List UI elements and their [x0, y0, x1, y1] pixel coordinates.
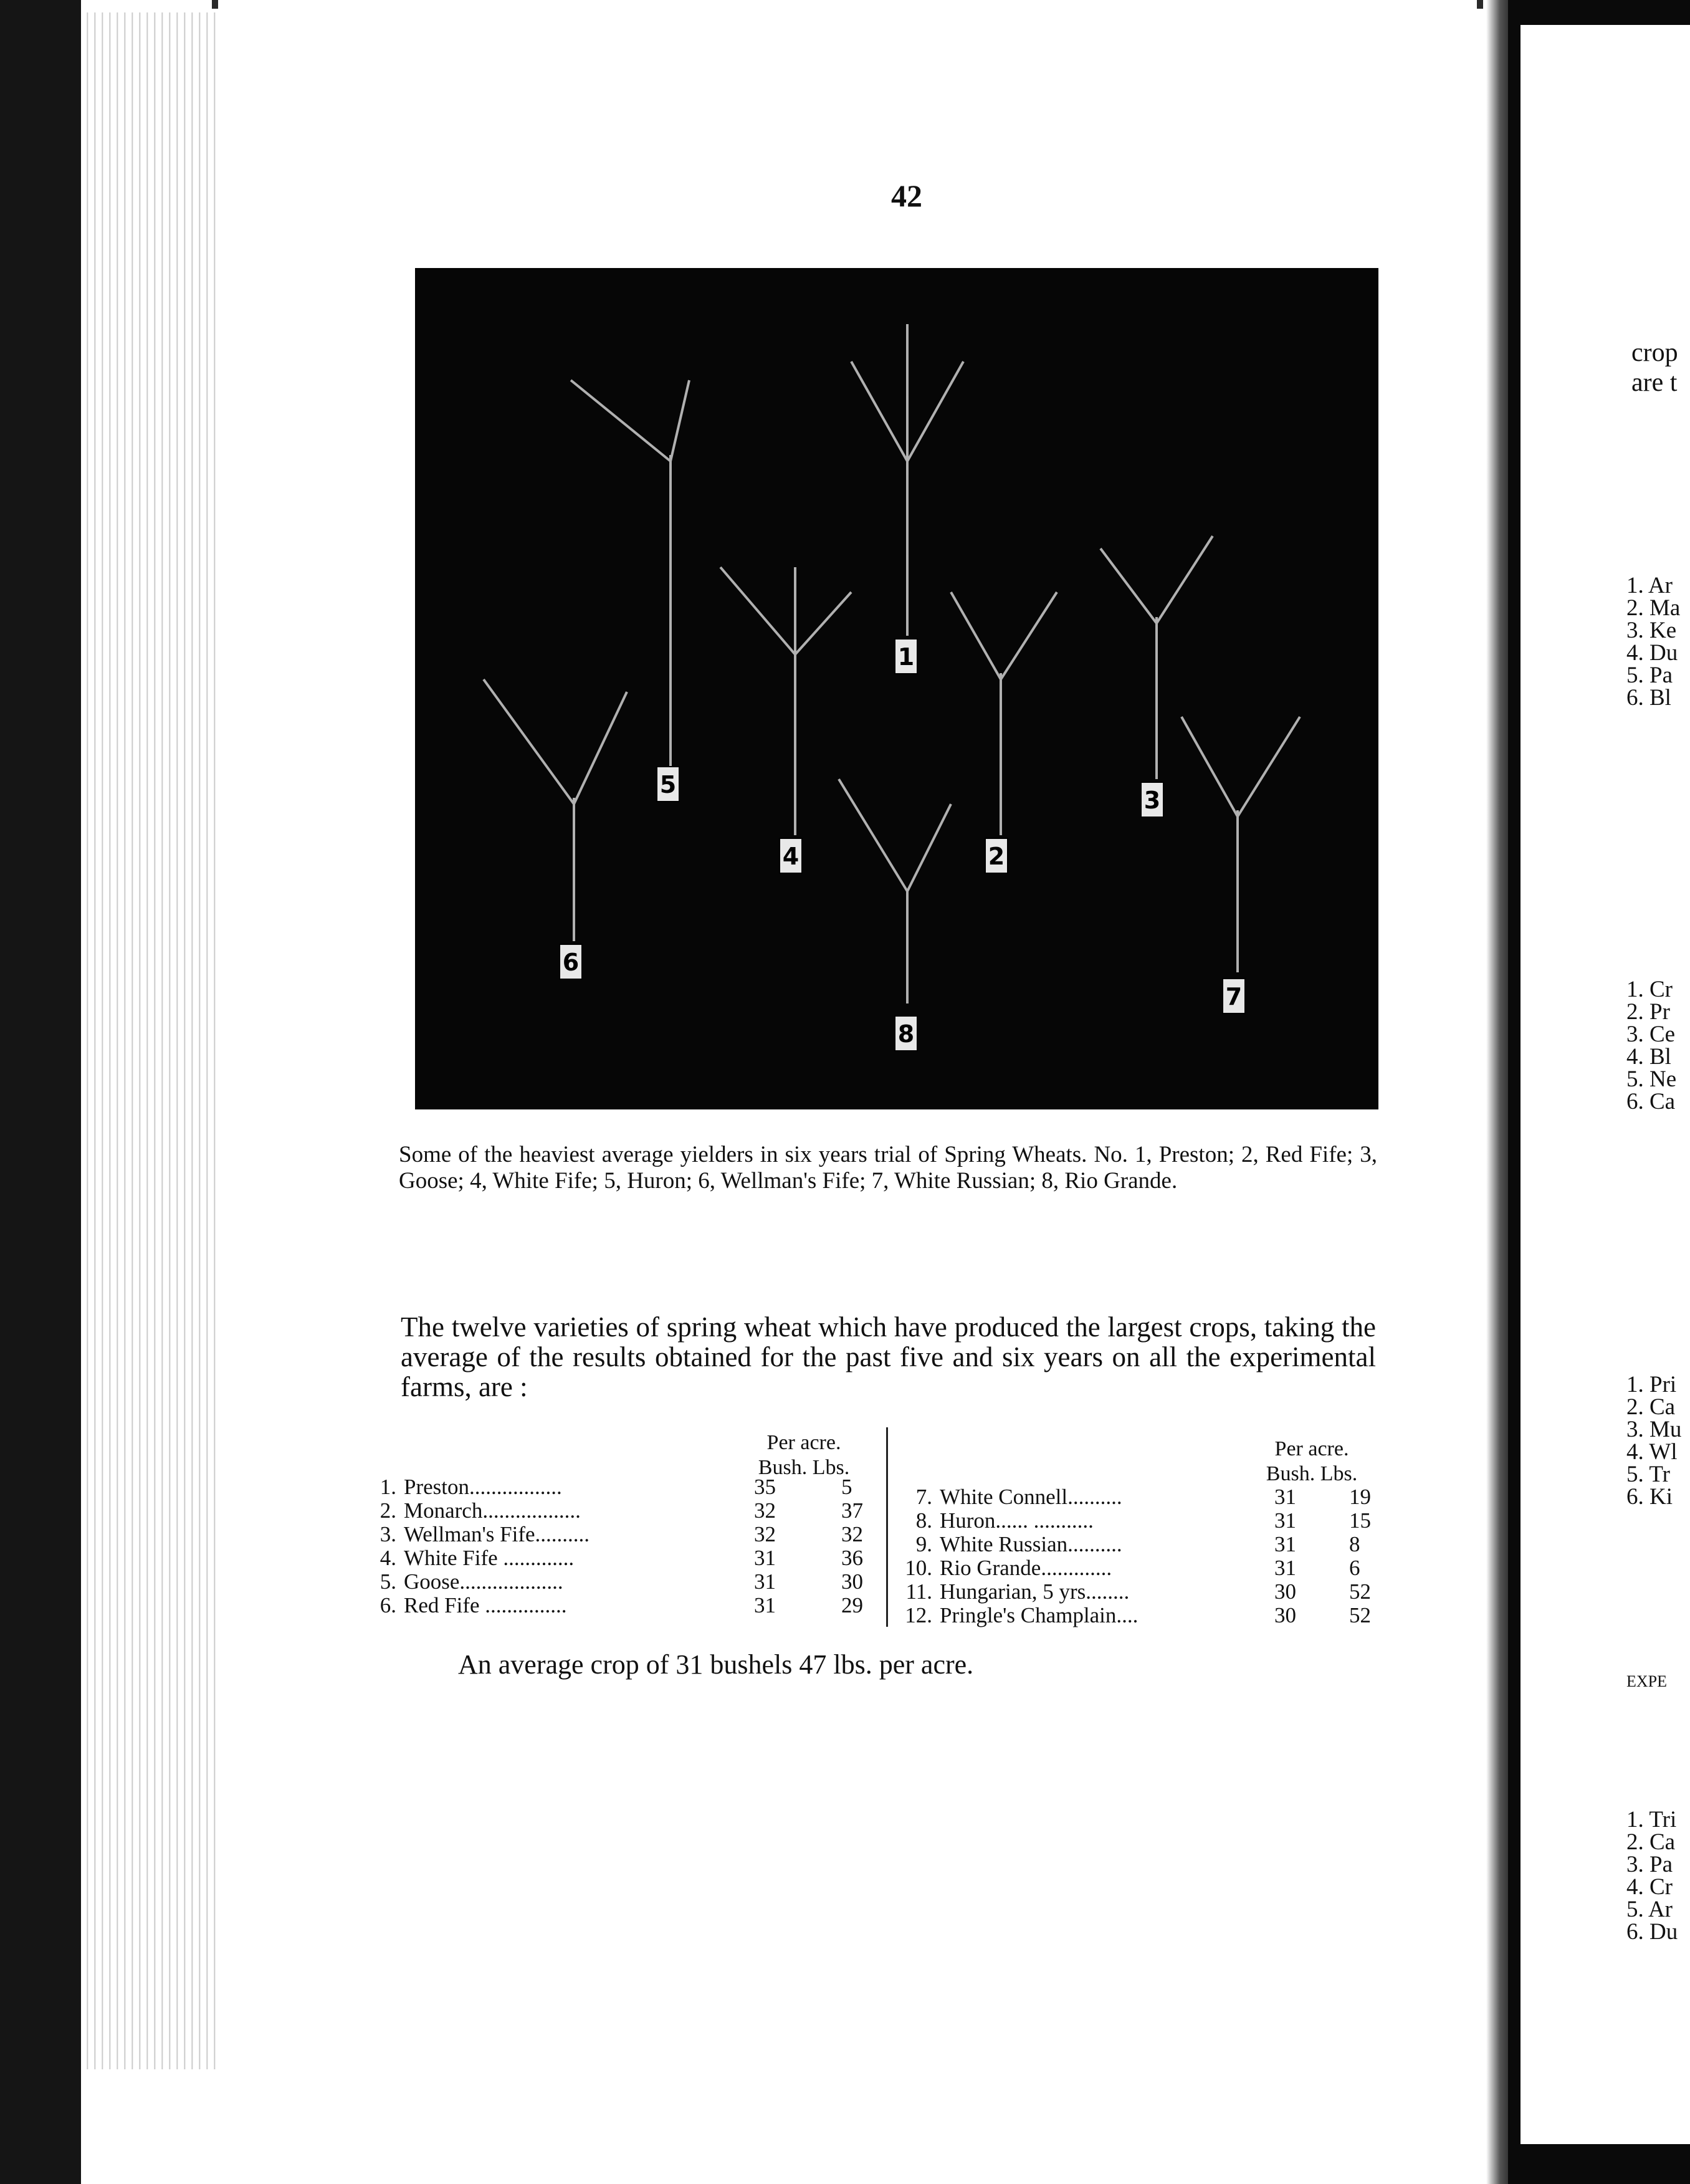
lbs-value: 37: [841, 1498, 863, 1523]
lbs-value: 32: [841, 1522, 863, 1546]
right-page-item: 5. Tr: [1626, 1462, 1670, 1487]
right-page-item: 6. Du: [1626, 1919, 1678, 1945]
summary-line: An average crop of 31 bushels 47 lbs. per acre.: [458, 1649, 974, 1680]
label-2: 2: [988, 843, 1005, 870]
book-binding-edge: [0, 0, 81, 2184]
lbs-value: 8: [1349, 1532, 1360, 1556]
right-page-item: 2. Ma: [1626, 595, 1681, 621]
page-number: 42: [891, 178, 922, 213]
right-page-item: 3. Ce: [1626, 1022, 1676, 1047]
right-page-item: 5. Pa: [1626, 663, 1673, 688]
table-divider: [886, 1427, 888, 1627]
right-page-item: 6. Ki: [1626, 1484, 1673, 1510]
lbs-value: 52: [1349, 1603, 1371, 1627]
right-page-item: 1. Tri: [1626, 1807, 1677, 1832]
bush-value: 31: [1274, 1532, 1296, 1556]
label-6: 6: [562, 949, 580, 976]
bush-value: 32: [754, 1522, 776, 1546]
bush-value: 35: [754, 1475, 776, 1499]
label-7: 7: [1225, 983, 1243, 1010]
right-page-item: 5. Ne: [1626, 1066, 1677, 1092]
table-row: 1. Preston.................: [380, 1475, 562, 1499]
table-row: 9. White Russian..........: [915, 1532, 1122, 1556]
lbs-value: 30: [841, 1569, 863, 1594]
table-row: 7. White Connell..........: [915, 1485, 1122, 1509]
left-header-bottom: Bush. Lbs.: [758, 1456, 850, 1479]
intro-paragraph: The twelve varieties of spring wheat which have produced the largest crops, taking the average of the results obtained for the past five and six years on all the experimental farms, are :: [401, 1311, 1376, 1402]
bush-value: 30: [1274, 1579, 1296, 1604]
right-page-heading: EXPE: [1626, 1672, 1667, 1690]
table-row: 11. Hungarian, 5 yrs........: [905, 1579, 1130, 1604]
right-page-item: 2. Ca: [1626, 1394, 1676, 1420]
table-row: 2. Monarch..................: [380, 1498, 581, 1523]
photo-caption: [399, 1142, 1377, 1194]
bush-value: 31: [1274, 1556, 1296, 1580]
right-page-line: are t: [1631, 368, 1678, 397]
label-4: 4: [782, 843, 800, 870]
lbs-value: 6: [1349, 1556, 1360, 1580]
right-page-item: 3. Pa: [1626, 1852, 1673, 1877]
label-1: 1: [897, 643, 915, 671]
right-page-item: 1. Cr: [1626, 977, 1673, 1002]
lbs-value: 5: [841, 1475, 852, 1499]
table-row: 12. Pringle's Champlain....: [905, 1603, 1139, 1627]
right-page-item: 1. Ar: [1626, 573, 1673, 598]
wheat-photo-svg: [415, 268, 1378, 1109]
right-page-item: 1. Pri: [1626, 1372, 1677, 1397]
bush-value: 31: [1274, 1508, 1296, 1533]
lbs-value: 19: [1349, 1485, 1371, 1509]
caption-text: Some of the heaviest average yielders in six years trial of Spring Wheats. No. 1, Preston; 2, Red Fife; 3, Goose; 4, White Fife; 5, Huron; 6, Wellman's Fife; 7, White Russian; 8, Rio Grande.: [399, 1142, 1377, 1194]
bush-value: 32: [754, 1498, 776, 1523]
right-page-item: 3. Ke: [1626, 618, 1677, 643]
right-page-line: crop: [1631, 338, 1678, 367]
lbs-value: 52: [1349, 1579, 1371, 1604]
left-header-top: Per acre.: [766, 1431, 841, 1454]
right-page-item: 4. Du: [1626, 640, 1678, 666]
right-page-item: 5. Ar: [1626, 1897, 1673, 1922]
bush-value: 31: [1274, 1485, 1296, 1509]
bush-value: 30: [1274, 1603, 1296, 1627]
label-3: 3: [1143, 787, 1161, 814]
right-page-item: 6. Ca: [1626, 1089, 1676, 1114]
label-5: 5: [659, 771, 677, 798]
table-row: 4. White Fife .............: [380, 1546, 575, 1570]
right-page-item: 4. Wl: [1626, 1439, 1678, 1465]
right-header-top: Per acre.: [1274, 1437, 1349, 1460]
right-page-item: 3. Mu: [1626, 1417, 1682, 1442]
lbs-value: 36: [841, 1546, 863, 1570]
bush-value: 31: [754, 1593, 776, 1617]
table-row: 6. Red Fife ...............: [380, 1593, 567, 1617]
table-row: 8. Huron...... ...........: [915, 1508, 1094, 1533]
right-page-item: 4. Bl: [1626, 1044, 1671, 1070]
table-row: 3. Wellman's Fife..........: [380, 1522, 590, 1546]
right-page-item: 2. Pr: [1626, 999, 1670, 1025]
page-edges: [81, 12, 224, 2069]
left-header: [732, 1430, 876, 1480]
wheat-photograph: [415, 268, 1378, 1109]
bush-value: 31: [754, 1546, 776, 1570]
lbs-value: 29: [841, 1593, 863, 1617]
right-page-item: 4. Cr: [1626, 1874, 1673, 1900]
right-header: [1240, 1437, 1383, 1487]
table-row: 10. Rio Grande.............: [905, 1556, 1112, 1580]
right-page-item: 2. Ca: [1626, 1829, 1676, 1855]
right-page-item: 6. Bl: [1626, 685, 1671, 711]
table-row: 5. Goose...................: [380, 1569, 563, 1594]
right-header-bottom: Bush. Lbs.: [1266, 1462, 1358, 1485]
label-8: 8: [897, 1020, 915, 1048]
bush-value: 31: [754, 1569, 776, 1594]
lbs-value: 15: [1349, 1508, 1371, 1533]
